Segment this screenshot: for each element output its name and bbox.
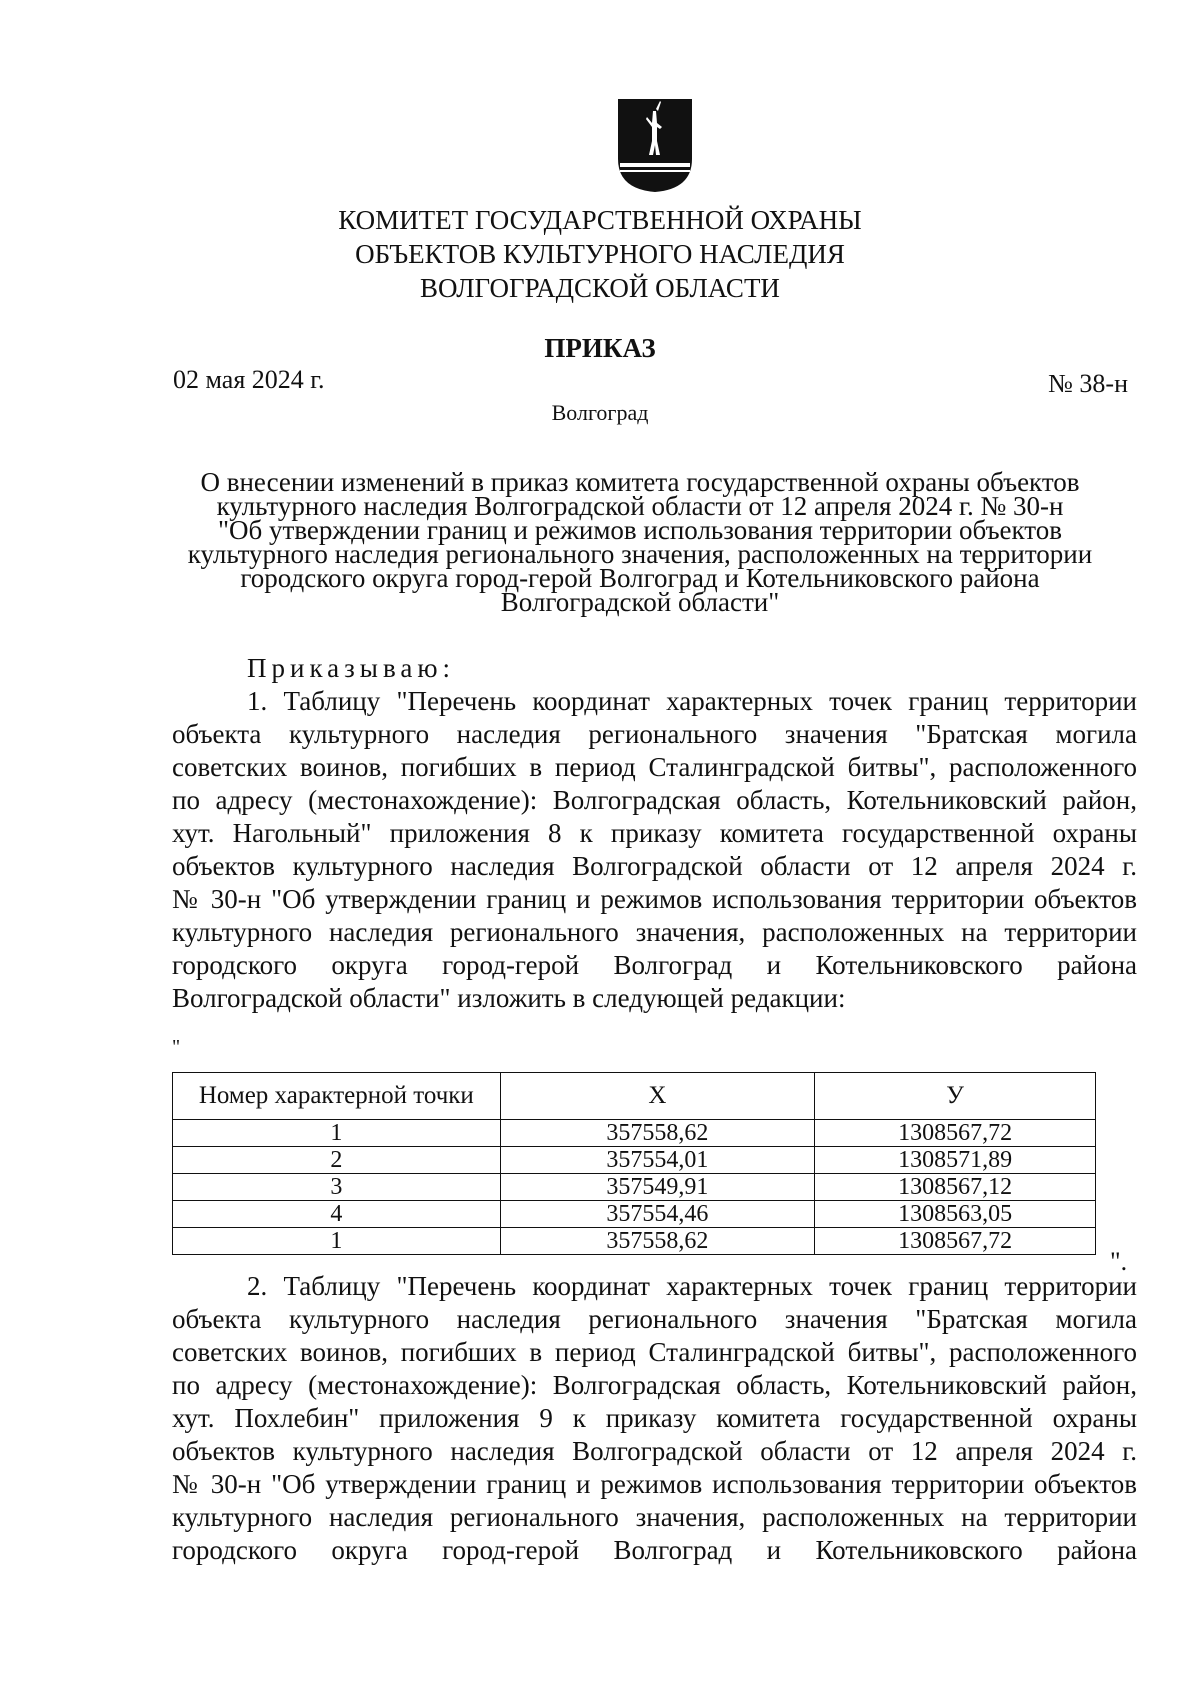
paragraph-line: объектов культурного наследия Волгоградской области от 12 апреля 2024 г. (172, 851, 1137, 881)
column-header-y: У (815, 1073, 1096, 1120)
point-number-cell: 1 (173, 1228, 501, 1255)
x-cell: 357558,62 (500, 1120, 815, 1147)
document-date: 02 мая 2024 г. (173, 365, 325, 394)
y-cell: 1308563,05 (815, 1201, 1096, 1228)
point-number-cell: 3 (173, 1174, 501, 1201)
paragraph-line: городского округа город-герой Волгоград и Котельниковского района (172, 1535, 1137, 1565)
table-row (173, 1174, 1096, 1201)
table-row (173, 1147, 1096, 1174)
y-cell: 1308567,12 (815, 1174, 1096, 1201)
paragraph-line: культурного наследия регионального значения, расположенных на территории (172, 1502, 1137, 1532)
coordinates-table (172, 1072, 1096, 1255)
document-number: № 38-н (1048, 369, 1128, 398)
org-name-line-1: КОМИТЕТ ГОСУДАРСТВЕННОЙ ОХРАНЫ (338, 205, 862, 235)
column-header-x: X (500, 1073, 815, 1120)
heading-line: культурного наследия Волгоградской области от 12 апреля 2024 г. № 30-н (216, 491, 1064, 521)
orders-word: Приказываю: (247, 653, 455, 683)
paragraph-line: городского округа город-герой Волгоград и Котельниковского района (172, 950, 1137, 980)
paragraph-line: хут. Похлебин" приложения 9 к приказу комитета государственной охраны (172, 1403, 1137, 1433)
heading-line: культурного наследия регионального значения, расположенных на территории (187, 539, 1093, 569)
y-cell: 1308571,89 (815, 1147, 1096, 1174)
point-number-cell: 4 (173, 1201, 501, 1228)
document-heading (160, 467, 1120, 617)
paragraph-line: № 30-н "Об утверждении границ и режимов использования территории объектов (172, 1469, 1137, 1499)
x-cell: 357549,91 (500, 1174, 815, 1201)
table-row (173, 1201, 1096, 1228)
paragraph-line: советских воинов, погибших в период Сталинградской битвы", расположенного (172, 1337, 1137, 1367)
coat-of-arms-emblem (616, 97, 694, 193)
org-name-line-3: ВОЛГОГРАДСКОЙ ОБЛАСТИ (420, 273, 780, 303)
quote-open-mark: " (172, 1036, 181, 1058)
table-row (173, 1120, 1096, 1147)
x-cell: 357558,62 (500, 1228, 815, 1255)
paragraph-line: 2. Таблицу "Перечень координат характерных точек границ территории (247, 1271, 1137, 1301)
heading-line: Волгоградской области" (500, 587, 780, 617)
paragraph-line: советских воинов, погибших в период Сталинградской битвы", расположенного (172, 752, 1137, 782)
paragraph-1 (172, 685, 1137, 1015)
paragraph-line: № 30-н "Об утверждении границ и режимов использования территории объектов (172, 884, 1137, 914)
heading-line: О внесении изменений в приказ комитета государственной охраны объектов (200, 467, 1080, 497)
table-row (173, 1228, 1096, 1255)
heading-line: "Об утверждении границ и режимов использования территории объектов (218, 515, 1062, 545)
paragraph-line: культурного наследия регионального значения, расположенных на территории (172, 917, 1137, 947)
paragraph-line: объекта культурного наследия регионального значения "Братская могила (172, 719, 1137, 749)
x-cell: 357554,46 (500, 1201, 815, 1228)
column-header-point-number: Номер характерной точки (173, 1073, 501, 1120)
paragraph-line: 1. Таблицу "Перечень координат характерных точек границ территории (247, 686, 1137, 716)
document-type: ПРИКАЗ (544, 333, 656, 363)
y-cell: 1308567,72 (815, 1120, 1096, 1147)
paragraph-line: объектов культурного наследия Волгоградской области от 12 апреля 2024 г. (172, 1436, 1137, 1466)
heading-line: городского округа город-герой Волгоград и Котельниковского района (240, 563, 1040, 593)
paragraph-line: по адресу (местонахождение): Волгоградская область, Котельниковский район, (172, 1370, 1137, 1400)
quote-close-mark: ". (1110, 1247, 1128, 1276)
paragraph-line: объекта культурного наследия регионального значения "Братская могила (172, 1304, 1137, 1334)
x-cell: 357554,01 (500, 1147, 815, 1174)
paragraph-line: по адресу (местонахождение): Волгоградская область, Котельниковский район, (172, 785, 1137, 815)
table-header-row (173, 1073, 1096, 1120)
paragraph-2 (172, 1270, 1137, 1567)
paragraph-line: хут. Нагольный" приложения 8 к приказу комитета государственной охраны (172, 818, 1137, 848)
point-number-cell: 1 (173, 1120, 501, 1147)
point-number-cell: 2 (173, 1147, 501, 1174)
org-name-line-2: ОБЪЕКТОВ КУЛЬТУРНОГО НАСЛЕДИЯ (355, 239, 845, 269)
y-cell: 1308567,72 (815, 1228, 1096, 1255)
document-city: Волгоград (551, 400, 649, 425)
paragraph-line: Волгоградской области" изложить в следующей редакции: (172, 983, 846, 1013)
